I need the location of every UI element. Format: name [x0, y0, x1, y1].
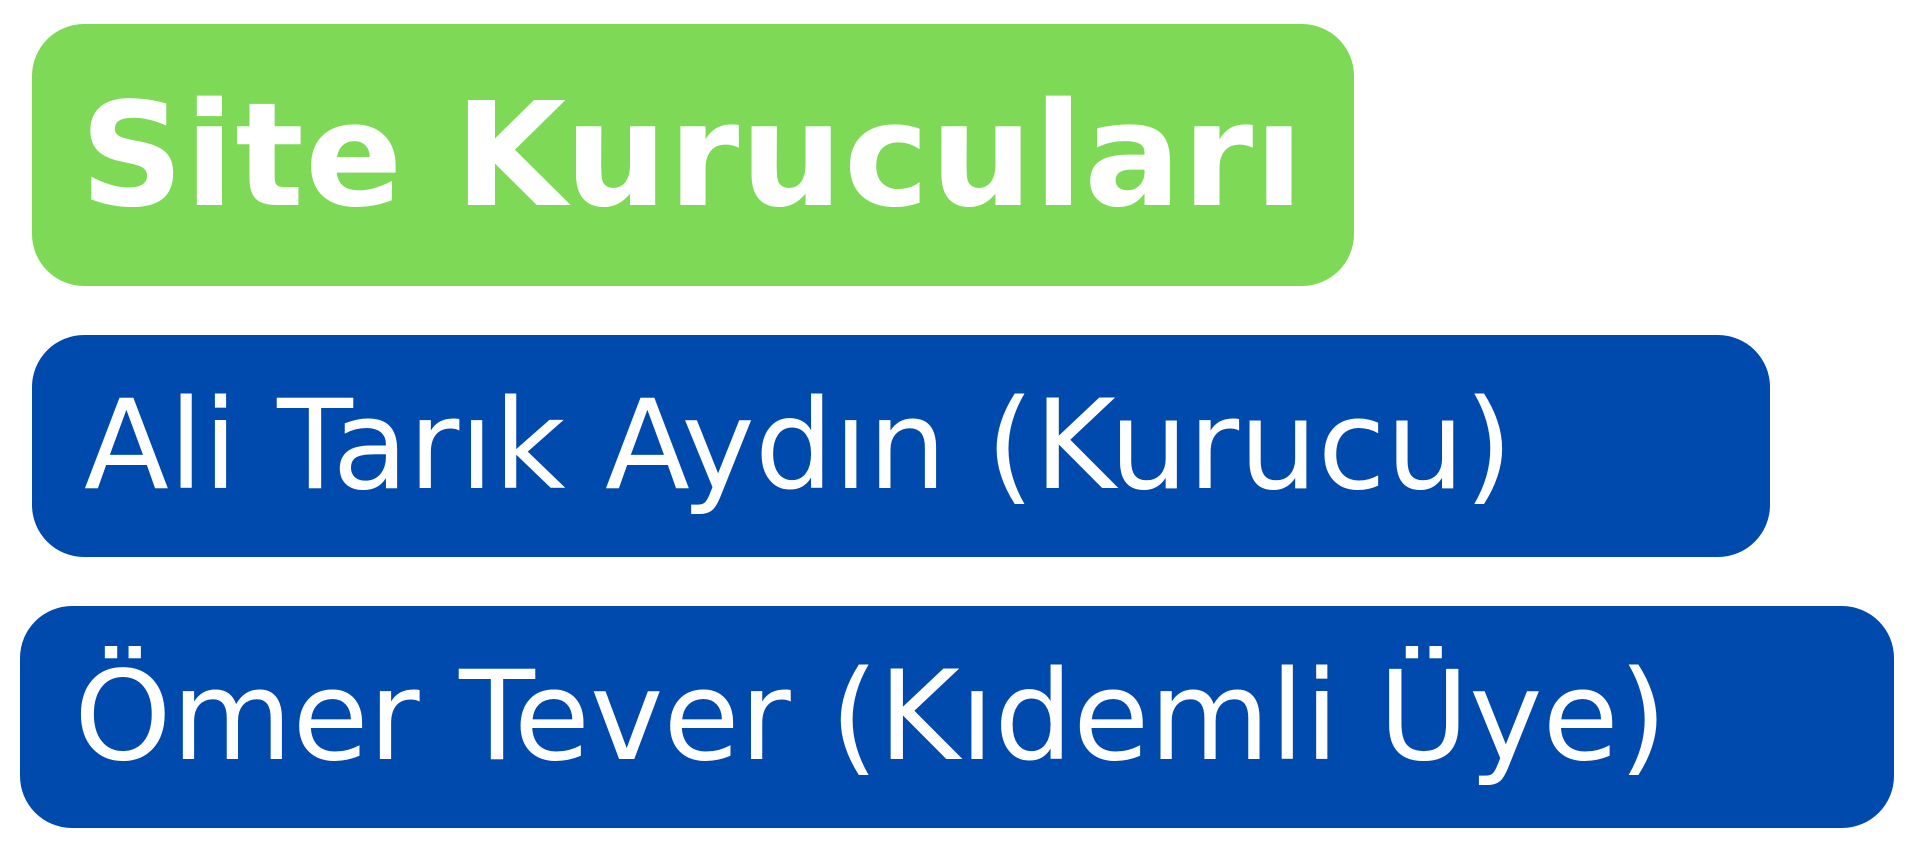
founder-name-banner [32, 335, 1770, 557]
senior-member-name: Ömer Tever (Kıdemli Üye) [74, 645, 1668, 789]
senior-member-name-banner [20, 606, 1894, 828]
site-founders-title-banner [32, 24, 1354, 286]
site-founders-title: Site Kurucuları [80, 71, 1305, 239]
founder-name: Ali Tarık Aydın (Kurucu) [84, 374, 1513, 518]
